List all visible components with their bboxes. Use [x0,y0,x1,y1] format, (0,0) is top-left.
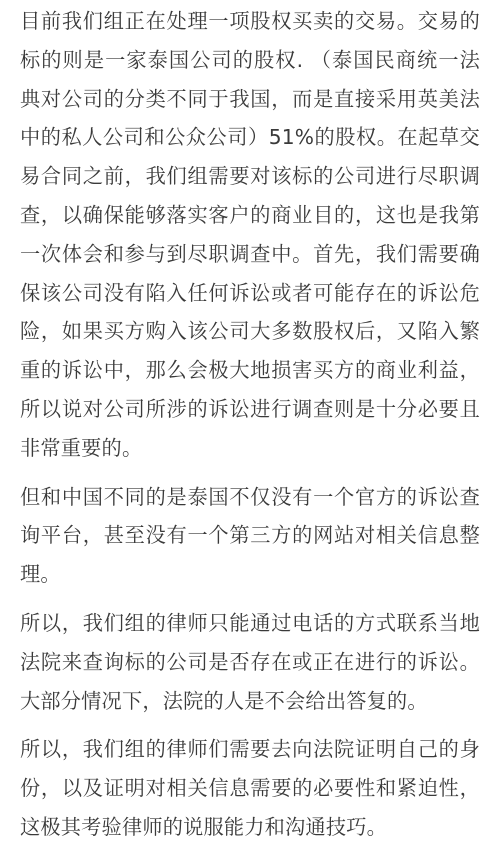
paragraph-due-diligence: 目前我们组正在处理一项股权买卖的交易。交易的标的则是一家泰国公司的股权. （泰国民商统一法典对公司的分类不同于我国，而是直接采用英美法中的私人公司和公众公司）51%的股权。在起草交易合同之前，我们组需要对该标的公司进行尽职调查，以确保能够落实客户的商业目的，这也是我第一次体会和参与到尽职调查中。首先，我们需要确保该公司没有陷入任何诉讼或者可能存在的诉讼危险，如果买方购入该公司大多数股权后，又陷入繁重的诉讼中，那么会极大地损害买方的商业利益，所以说对公司所涉的诉讼进行调查则是十分必要且非常重要的。 [20,9,480,460]
paragraph-lawyer-skills: 所以，我们组的律师们需要去向法院证明自己的身份，以及证明对相关信息需要的必要性和紧迫性，这极其考验律师的说服能力和沟通技巧。 [20,737,480,839]
article-body [20,2,480,847]
paragraph-no-litigation-platform: 但和中国不同的是泰国不仅没有一个官方的诉讼查询平台，甚至没有一个第三方的网站对相关信息整理。 [20,484,480,587]
paragraph-phone-inquiry: 所以，我们组的律师只能通过电话的方式联系当地法院来查询标的公司是否存在或正在进行的诉讼。大部分情况下，法院的人是不会给出答复的。 [20,610,480,713]
